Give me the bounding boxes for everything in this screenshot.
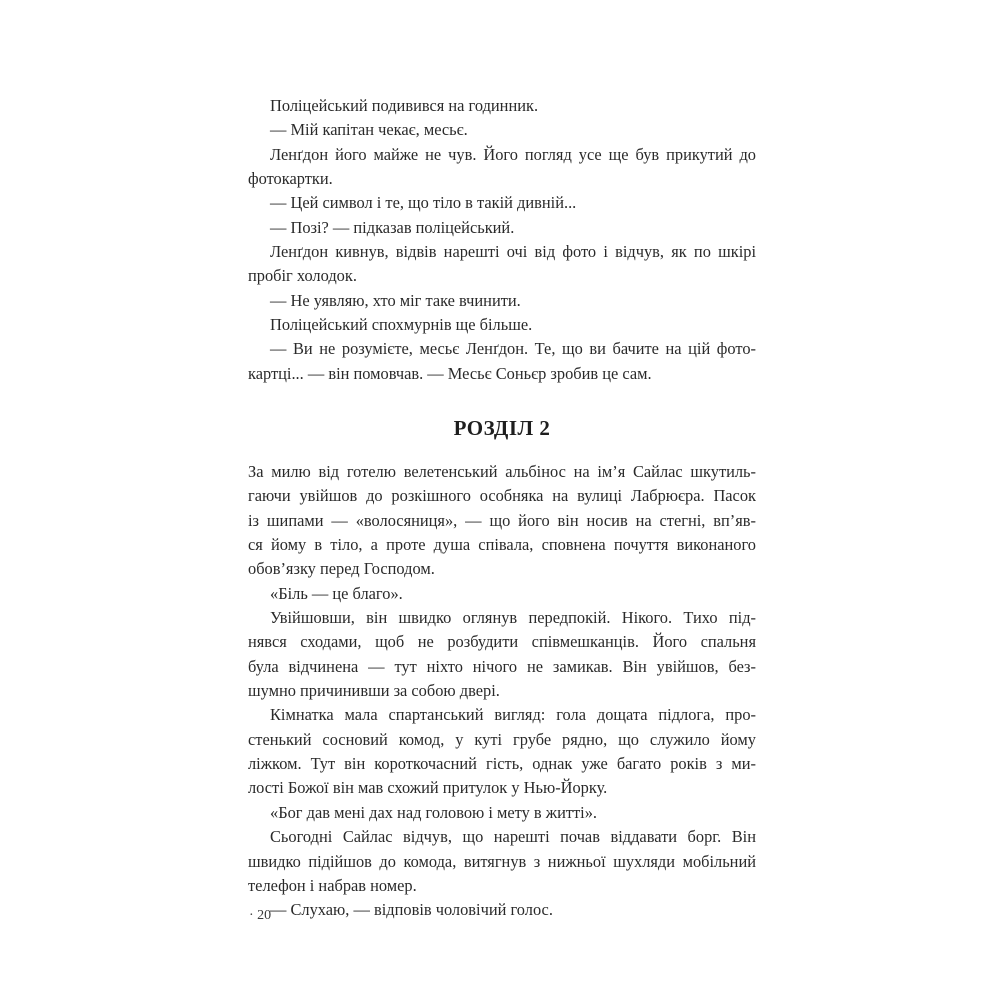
- text-line: пробіг холодок.: [248, 266, 357, 286]
- paragraph: [248, 898, 756, 922]
- paragraph: [248, 337, 756, 386]
- paragraph: [248, 825, 756, 898]
- text-line: телефон і набрав номер.: [248, 875, 417, 895]
- text-line: шумно причинивши за собою двері.: [248, 681, 500, 701]
- text-line: Увійшовши, він швидко оглянув передпокій. Нікого. Тихо під-: [270, 608, 756, 628]
- text-line: «Бог дав мені дах над головою і мету в житті».: [270, 802, 598, 822]
- text-line: була відчинена — тут ніхто нічого не замикав. Він увійшов, без-: [248, 656, 756, 676]
- paragraph: [248, 143, 756, 192]
- section-1-text: [248, 94, 756, 386]
- text-line: Поліцейський подивився на годинник.: [270, 96, 539, 115]
- text-line: стенький сосновий комод, у куті грубе рядно, що служило йому: [248, 729, 756, 749]
- text-line: Кімнатка мала спартанський вигляд: гола дощата підлога, про-: [270, 705, 756, 725]
- text-line: Ленґдон його майже не чув. Його погляд усе ще був прикутий до: [270, 144, 756, 164]
- paragraph: [248, 801, 756, 825]
- paragraph: [248, 460, 756, 582]
- text-line: картці... — він помовчав. — Месьє Соньєр зробив це сам.: [248, 363, 652, 383]
- text-line: «Біль — це благо».: [270, 583, 403, 603]
- text-line: — Не уявляю, хто міг таке вчинити.: [270, 290, 521, 310]
- paragraph: [248, 313, 756, 337]
- text-line: нявся сходами, щоб не розбудити співмешканців. Його спальня: [248, 632, 756, 652]
- text-line: — Ви не розумієте, месьє Ленґдон. Те, що ви бачите на цій фото-: [270, 339, 756, 359]
- text-line: Поліцейський спохмурнів ще більше.: [270, 315, 533, 335]
- page-number: · 20: [249, 908, 272, 923]
- text-line: обов’язку перед Господом.: [248, 559, 435, 579]
- paragraph: [248, 216, 756, 240]
- text-line: — Слухаю, — відповів чоловічий голос.: [270, 900, 553, 920]
- text-line: швидко підійшов до комода, витягнув з нижньої шухляди мобільний: [248, 851, 756, 871]
- text-line: фотокартки.: [248, 169, 333, 189]
- text-line: лості Божої він мав схожий притулок у Нью-Йорку.: [248, 778, 608, 798]
- text-line: Сьогодні Сайлас відчув, що нарешті почав віддавати борг. Він: [270, 827, 756, 847]
- paragraph: [248, 606, 756, 703]
- paragraph: [248, 582, 756, 606]
- paragraph: [248, 94, 756, 118]
- text-line: із шипами — «волосяниця», — що його він носив на стегні, вп’яв-: [248, 510, 756, 530]
- paragraph: [248, 240, 756, 289]
- text-line: — Позі? — підказав поліцейський.: [270, 217, 515, 237]
- section-2-text: [248, 460, 756, 923]
- text-line: ліжком. Тут він короткочасний гість, однак уже багато років з ми-: [248, 754, 756, 774]
- paragraph: [248, 118, 756, 142]
- text-line: ся йому в тіло, а проте душа співала, сповнена почуття виконаного: [248, 535, 756, 555]
- text-line: За милю від готелю велетенський альбінос на ім’я Сайлас шкутиль-: [248, 462, 756, 481]
- text-line: — Цей символ і те, що тіло в такій дивній...: [270, 193, 577, 213]
- text-line: гаючи увійшов до розкішного особняка на вулиці Лабрюєра. Пасок: [248, 486, 756, 506]
- paragraph: [248, 191, 756, 215]
- text-line: — Мій капітан чекає, месьє.: [270, 120, 468, 140]
- text-line: Ленґдон кивнув, відвів нарешті очі від фото і відчув, як по шкірі: [270, 242, 756, 262]
- paragraph: [248, 289, 756, 313]
- chapter-heading: РОЗДІЛ 2: [453, 416, 551, 440]
- paragraph: [248, 703, 756, 800]
